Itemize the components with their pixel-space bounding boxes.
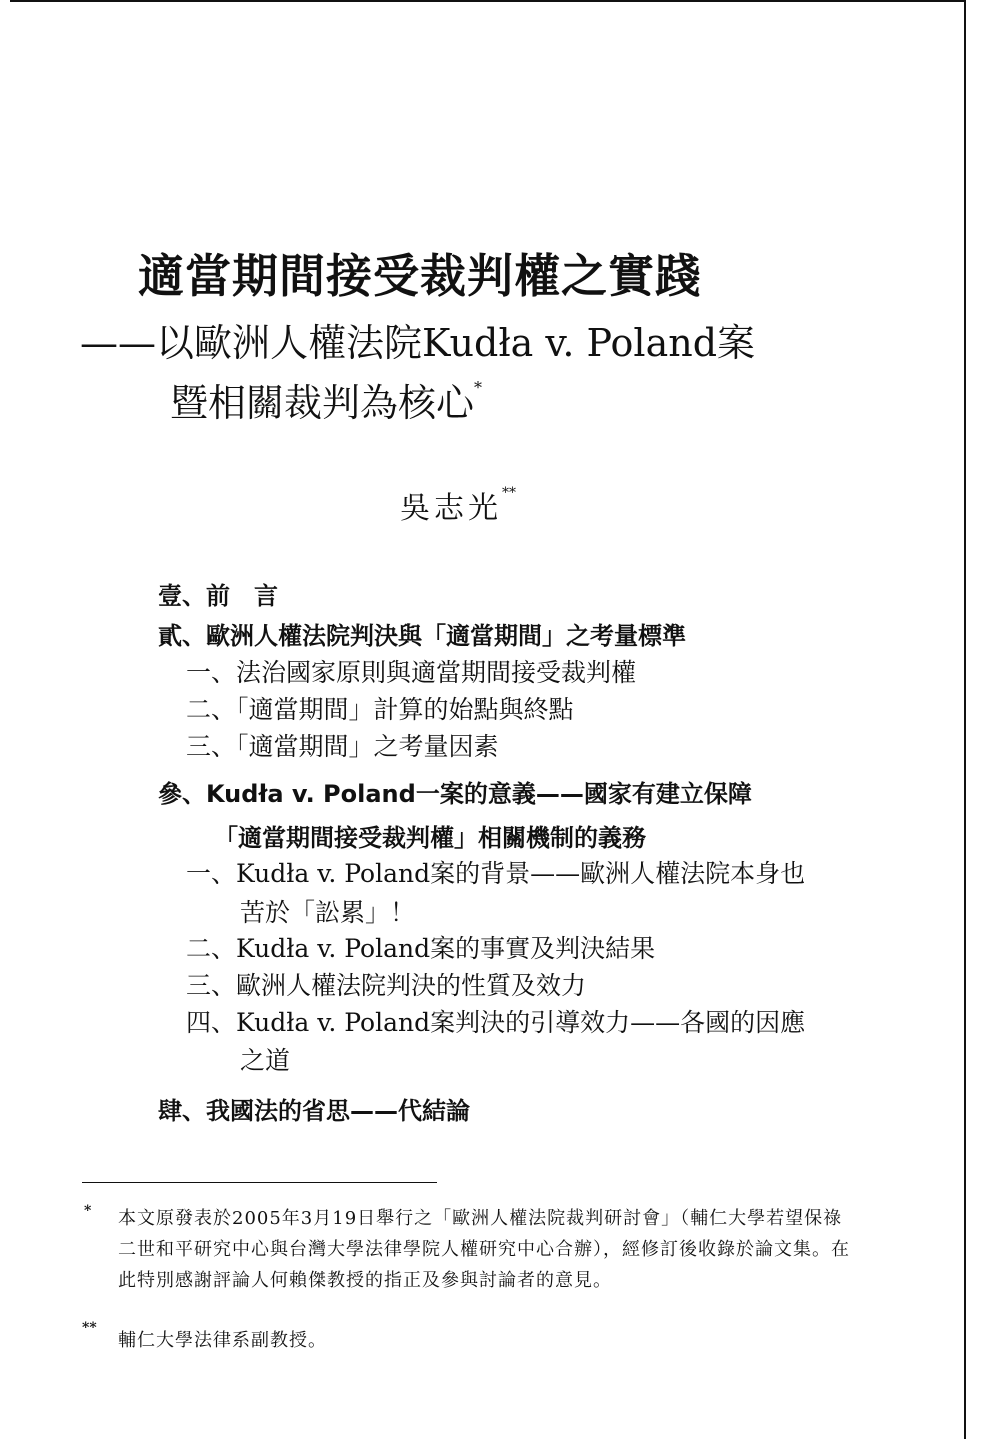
toc-item-4: 肆、我國法的省思——代結論 (158, 1097, 470, 1125)
top-border-line (10, 0, 965, 2)
right-border-line (964, 0, 966, 1439)
toc-item-3-cont: 「適當期間接受裁判權」相關機制的義務 (214, 824, 646, 852)
footnote-ref-star[interactable]: * (474, 378, 483, 397)
toc-item-3-1-cont: 苦於「訟累」！ (240, 898, 416, 927)
toc-item-2-3: 三、「適當期間」之考量因素 (186, 732, 499, 761)
toc-item-2-1: 一、法治國家原則與適當期間接受裁判權 (186, 658, 637, 687)
toc-item-2-2: 二、「適當期間」計算的始點與終點 (186, 695, 574, 724)
toc-item-3-3: 三、歐洲人權法院判決的性質及效力 (186, 971, 587, 1000)
author-name (400, 483, 516, 527)
toc-item-1: 壹、前 言 (158, 582, 278, 610)
page-title: 適當期間接受裁判權之實踐 (138, 249, 702, 303)
subtitle-line-2 (170, 372, 482, 427)
footnote-2-text: 輔仁大學法律系副教授。 (118, 1330, 327, 1351)
toc-item-3: 參、Kudła v. Poland一案的意義——國家有建立保障 (158, 780, 752, 808)
toc-item-2: 貳、歐洲人權法院判決與「適當期間」之考量標準 (158, 622, 686, 650)
footnote-2-mark: ** (82, 1320, 97, 1336)
subtitle-line-2-text: 暨相關裁判為核心 (170, 381, 475, 425)
toc-item-3-4: 四、Kudła v. Poland案判決的引導效力——各國的因應 (186, 1008, 806, 1037)
footnote-1-text: 本文原發表於2005年3月19日舉行之「歐洲人權法院裁判研討會」（輔仁大學若望保祿二世和平研究中心與台灣大學法律學院人權研究中心合辦），經修訂後收錄於論文集。在此特別感謝評論人何賴傑教授的指正及參與討論者的意見。 (118, 1208, 850, 1291)
footnote-1-mark: * (84, 1203, 92, 1219)
footnote-ref-double-star[interactable]: ** (502, 485, 516, 501)
subtitle-line-1: ——以歐洲人權法院Kudła v. Poland案 (80, 321, 756, 365)
toc-item-3-4-cont: 之道 (240, 1046, 291, 1075)
footnote-divider (82, 1182, 437, 1183)
toc-item-3-2: 二、Kudła v. Poland案的事實及判決結果 (186, 934, 656, 963)
author-name-text: 吳志光 (400, 491, 502, 526)
toc-item-3-1: 一、Kudła v. Poland案的背景——歐洲人權法院本身也 (186, 859, 806, 888)
